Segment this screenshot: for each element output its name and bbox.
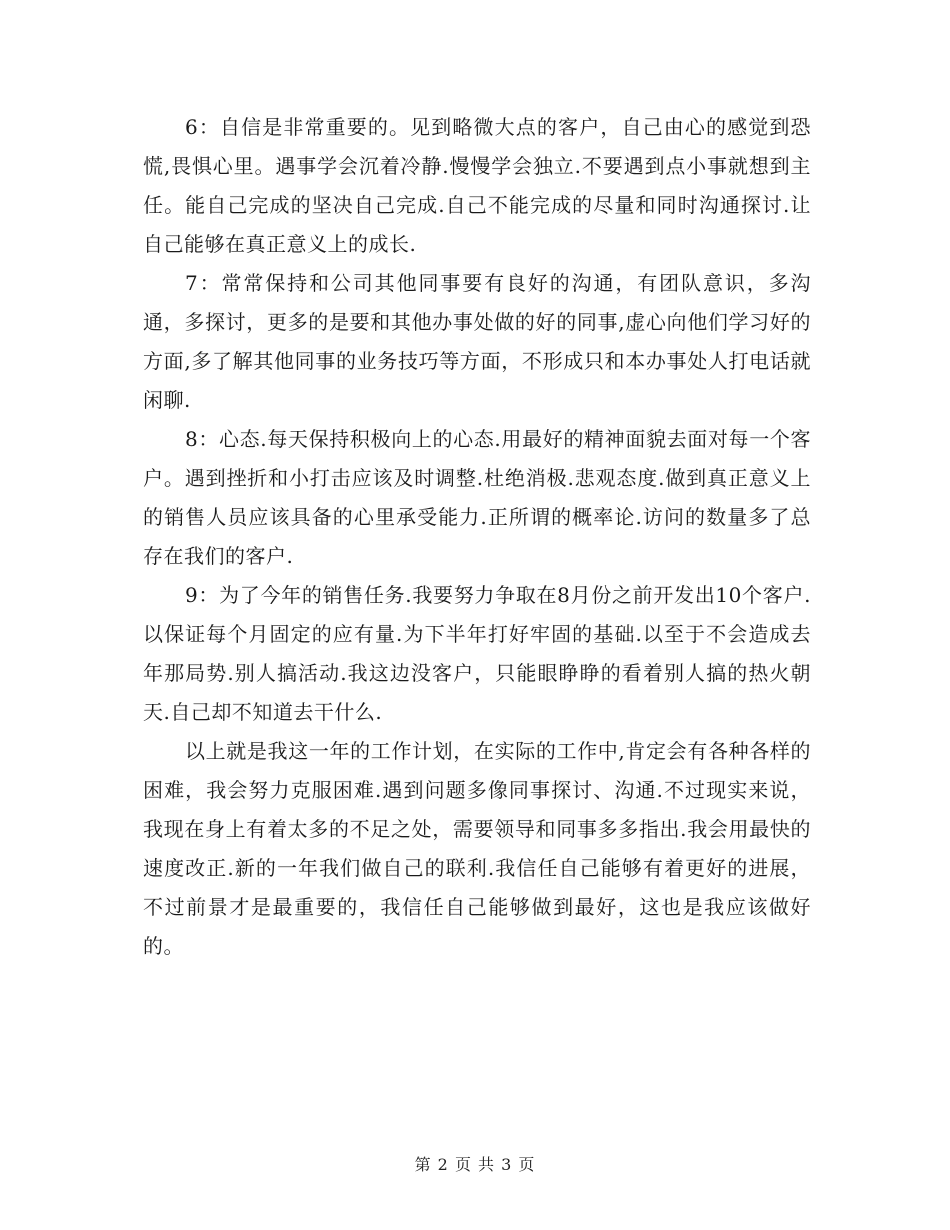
page-number-footer: 第 2 页 共 3 页 <box>414 1155 536 1174</box>
paragraph-item-8: 8：心态.每天保持积极向上的心态.用最好的精神面貌去面对每一个客户。遇到挫折和小打击应该及时调整.杜绝消极.悲观态度.做到真正意义上的销售人员应该具备的心里承受能力.正所谓的概率论.访问的数量多了总存在我们的客户. <box>143 427 811 568</box>
closing-paragraph: 以上就是我这一年的工作计划，在实际的工作中,肯定会有各种各样的困难，我会努力克服困难.遇到问题多像同事探讨、沟通.不过现实来说，我现在身上有着太多的不足之处，需要领导和同事多多指出.我会用最快的速度改正.新的一年我们做自己的联利.我信任自己能够有着更好的进展，不过前景才是最重要的，我信任自己能够做到最好，这也是我应该做好的。 <box>143 739 811 958</box>
paragraph-item-7: 7：常常保持和公司其他同事要有良好的沟通，有团队意识，多沟通，多探讨，更多的是要和其他办事处做的好的同事,虚心向他们学习好的方面,多了解其他同事的业务技巧等方面，不形成只和本办事处人打电话就闲聊. <box>143 271 811 412</box>
document-body <box>143 108 811 966</box>
paragraph-item-9: 9：为了今年的销售任务.我要努力争取在8月份之前开发出10个客户.以保证每个月固定的应有量.为下半年打好牢固的基础.以至于不会造成去年那局势.别人搞活动.我这边没客户，只能眼睁睁的看着别人搞的热火朝天.自己却不知道去干什么. <box>143 583 811 724</box>
paragraph-item-6: 6：自信是非常重要的。见到略微大点的客户，自己由心的感觉到恐慌,畏惧心里。遇事学会沉着冷静.慢慢学会独立.不要遇到点小事就想到主任。能自己完成的坚决自己完成.自己不能完成的尽量和同时沟通探讨.让自己能够在真正意义上的成长. <box>143 115 811 256</box>
